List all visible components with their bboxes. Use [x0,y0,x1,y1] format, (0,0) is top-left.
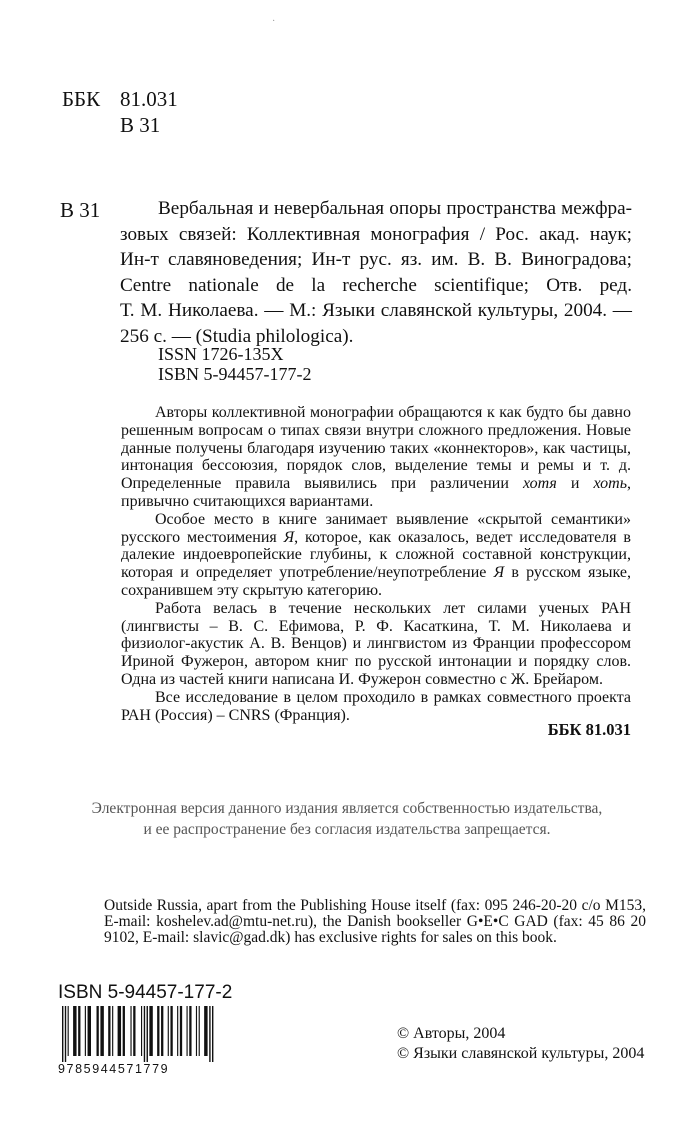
barcode-bar [177,1006,178,1056]
barcode-bar [88,1006,91,1056]
copyright-authors: © Авторы, 2004 [397,1025,506,1042]
annotation-paragraph-2: Особое место в книге занимает выявление «скрытой семантики» русского местоимения Я, которое, как оказалось, ведет исследователя в далекие индоевропейские глубины, к сложной составной конструкции, которая и определяет употребление/неупотребление Я в русском языке, сохранившем эту скрытую категорию. [121,510,631,599]
barcode-bar [65,1006,66,1062]
barcode-bar [196,1006,197,1056]
barcode-bar [147,1006,148,1062]
bbk-header [62,86,178,138]
entry-line: зовых связей: Коллективная монография / Рос. акад. наук; [120,223,632,245]
copyright-notice [40,798,654,840]
annotation-paragraph-4: Все исследование в целом проходило в рамках совместного проекта РАН (Россия) – CNRS (Франция). [121,688,631,724]
barcode-bar [209,1006,210,1062]
catalog-entry [120,196,632,349]
barcode-bar [68,1006,69,1056]
barcode-bar [199,1006,200,1056]
notice-line-2: и ее распространение без согласия издательства запрещается. [143,821,551,838]
barcode-image [60,1006,252,1062]
barcode-bar [108,1006,110,1056]
entry-line: Вербальная и невербальная опоры пространства межфра- [158,198,632,219]
isbn: ISBN 5-94457-177-2 [158,364,312,384]
barcode-bar [73,1006,76,1056]
barcode-bar [130,1006,131,1056]
barcode-bar [187,1006,188,1056]
bbk-code: 81.031 [120,87,178,111]
barcode-bar [123,1006,125,1056]
bbk-footer-code: ББК 81.031 [547,720,631,739]
barcode-bar [62,1006,63,1062]
barcode-bar [189,1006,191,1056]
barcode-bar [85,1006,86,1056]
barcode-bar [212,1006,213,1062]
copyright-block [397,1024,644,1064]
barcode-bar [141,1006,142,1056]
barcode-bar [204,1006,207,1056]
annotation-paragraph-3: Работа велась в течение нескольких лет силами ученых РАН (лингвисты – В. С. Ефимова, Р. Ф. Касаткина, Т. М. Николаева и физиолог-акустик А. В. Венцов) и лингвистом из Франции профессором Ириной Фужерон, автором книг по русской интонации и порядку слов. Одна из частей книги написана И. Фужерон совместно с Ж. Брейаром. [121,599,631,688]
bbk-label: ББК [62,87,101,111]
scan-dot-top: · [272,16,276,27]
issn: ISSN 1726-135X [158,344,284,364]
notice-line-1: Электронная версия данного издания является собственностью издательства, [91,800,603,817]
bbk-author-mark: В 31 [120,113,161,137]
entry-line: Т. М. Николаева. — М.: Языки славянской культуры, 2004. — [120,300,632,321]
barcode-bar [78,1006,80,1056]
entry-line: Centre nationale de la recherche scientifique; Отв. ред. [120,274,632,296]
barcode-bar [170,1006,172,1056]
copyright-publisher: © Языки славянской культуры, 2004 [397,1045,645,1062]
barcode-bar [97,1006,99,1056]
barcode-bar [118,1006,121,1056]
barcode-bar [133,1006,135,1056]
barcode-bar [112,1006,113,1056]
barcode-bar [144,1006,145,1062]
barcode-isbn-label: ISBN 5-94457-177-2 [58,982,233,1003]
entry-line: 256 с. — (Studia philologica). [120,325,354,347]
barcode-bar [161,1006,163,1056]
annotation-paragraph-1: Авторы коллективной монографии обращаются к как будто бы давно решенным вопросам о типах связи внутри сложного предложения. Новые данные получены благодаря изучению таких «коннекторов», как частицы, интонация бессоюзия, порядок слов, выделение темы и ремы и т. д. Определенные правила выявились при различении хотя и хоть, привычно считающихся вариантами. [121,404,631,510]
entry-line: Ин-т славяноведения; Ин-т рус. яз. им. В. В. Виноградова; [120,249,632,270]
barcode-bar [168,1006,169,1056]
annotation [121,404,631,724]
barcode-bar [180,1006,182,1056]
distribution-note: Outside Russia, apart from the Publishing House itself (fax: 095 246-20-20 с/о М153, E-mail: koshelev.ad@mtu-net.ru), the Danish bookseller G•E•C GAD (fax: 45 86 20 9102, E-mail: slavic@gad.dk) has exclusive rights for sales on this book. [104,897,646,946]
barcode-bar [100,1006,103,1056]
barcode-bar [149,1006,152,1056]
isbn-block [158,344,312,384]
barcode-digits: 9785944571779 [58,1062,170,1076]
entry-code: В 31 [60,198,101,222]
barcode-bar [157,1006,159,1056]
